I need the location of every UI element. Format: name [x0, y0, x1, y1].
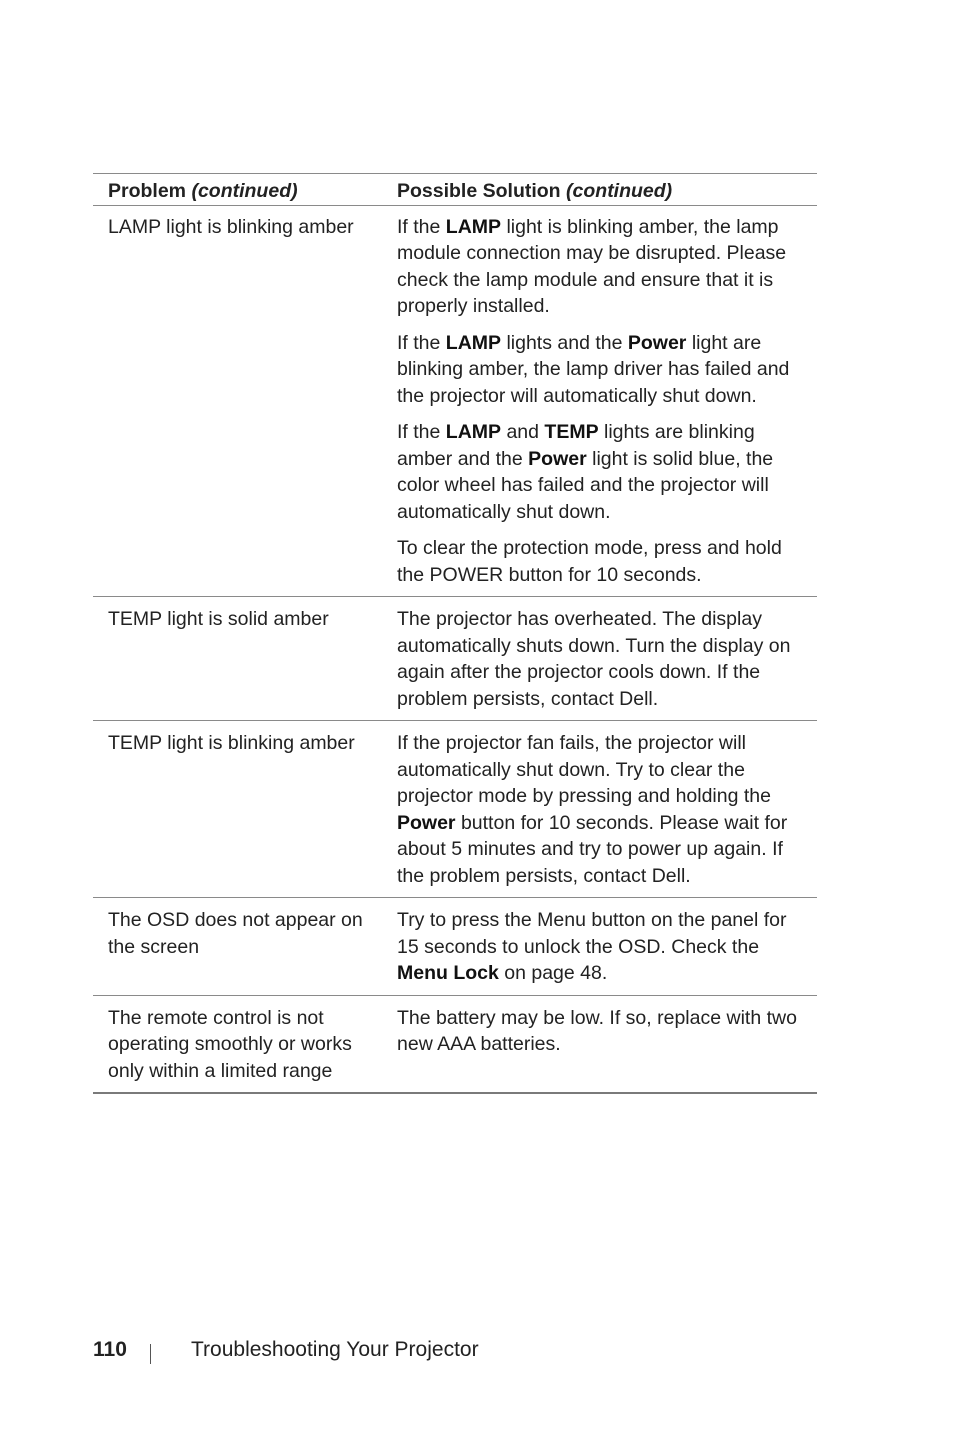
solution-header-suffix: (continued)	[566, 180, 673, 202]
solution-cell	[382, 995, 817, 1093]
text-run: light are blinking amber, the lamp driver has failed and the projector will automatically shut down.	[397, 331, 790, 407]
problem-cell	[93, 597, 382, 721]
problem-cell	[93, 721, 382, 898]
table-row	[93, 205, 817, 597]
bold-term: TEMP	[544, 421, 599, 443]
page-number: 110	[93, 1338, 127, 1361]
footer-separator	[150, 1344, 151, 1364]
problem-cell	[93, 205, 382, 597]
solution-paragraph	[397, 535, 813, 588]
problem-text: The OSD does not appear on the screen	[108, 909, 363, 958]
text-run: light is solid blue, the color wheel has failed and the projector will automatically shut down.	[397, 447, 774, 523]
bold-term: LAMP	[445, 331, 502, 354]
troubleshooting-table	[93, 173, 817, 1094]
table-row	[93, 721, 817, 898]
text-run: Try to press the Menu button on the panel for 15 seconds to unlock the OSD. Check the	[397, 909, 787, 958]
bold-term: LAMP	[445, 215, 502, 238]
solution-paragraph	[397, 606, 813, 712]
text-run: and	[501, 421, 545, 443]
problem-cell	[93, 898, 382, 996]
solution-paragraph	[397, 907, 813, 987]
solution-cell	[382, 205, 817, 597]
solution-cell	[382, 597, 817, 721]
text-run: If the	[397, 421, 446, 443]
solution-paragraph	[397, 214, 813, 320]
table-row	[93, 995, 817, 1093]
solution-cell	[382, 721, 817, 898]
bold-term: LAMP	[445, 421, 502, 443]
text-run: button for 10 seconds. Please wait for about 5 minutes and try to power up again. If the problem persists, contact Dell.	[397, 811, 788, 887]
text-run: To clear the protection mode, press and hold the POWER button for 10 seconds.	[397, 537, 782, 586]
table-row	[93, 898, 817, 996]
solution-column-header	[382, 174, 817, 206]
table-row	[93, 597, 817, 721]
solution-paragraph	[397, 330, 813, 410]
text-run: light is blinking amber, the lamp module connection may be disrupted. Please check the lamp module and ensure that it is properly installed.	[397, 215, 787, 317]
problem-column-header	[93, 174, 382, 206]
text-run: lights are blinking amber and the	[397, 421, 755, 470]
text-run: If the	[397, 215, 446, 238]
text-run: The projector has overheated. The display automatically shuts down. Turn the display on again after the projector cools down. If the problem persists, contact Dell.	[397, 608, 791, 710]
bold-term: Power	[528, 447, 587, 470]
text-run: on page 48.	[498, 962, 608, 984]
solution-cell	[382, 898, 817, 996]
problem-text: LAMP light is blinking amber	[108, 215, 354, 238]
solution-paragraph	[397, 419, 813, 525]
bold-term: Power	[397, 811, 456, 834]
text-run: The battery may be low. If so, replace with two new AAA batteries.	[397, 1006, 797, 1055]
table-header	[93, 174, 817, 206]
solution-header-label: Possible Solution	[397, 180, 561, 202]
problem-cell	[93, 995, 382, 1093]
problem-text: TEMP light is solid amber	[108, 608, 329, 630]
footer-chapter-title: Troubleshooting Your Projector	[191, 1338, 479, 1361]
problem-text: TEMP light is blinking amber	[108, 732, 355, 754]
text-run: If the	[397, 331, 446, 354]
problem-header-suffix: (continued)	[191, 180, 298, 202]
bold-term: Menu Lock	[397, 962, 499, 984]
table-body	[93, 205, 817, 1093]
text-run: lights and the	[501, 331, 628, 354]
problem-header-label: Problem	[108, 180, 187, 202]
bold-term: Power	[627, 331, 687, 354]
problem-text: The remote control is not operating smoothly or works only within a limited range	[108, 1006, 352, 1082]
text-run: If the projector fan fails, the projector will automatically shut down. Try to clear the projector mode by pressing and holding the	[397, 732, 771, 807]
solution-paragraph	[397, 1005, 813, 1058]
solution-paragraph	[397, 730, 813, 889]
